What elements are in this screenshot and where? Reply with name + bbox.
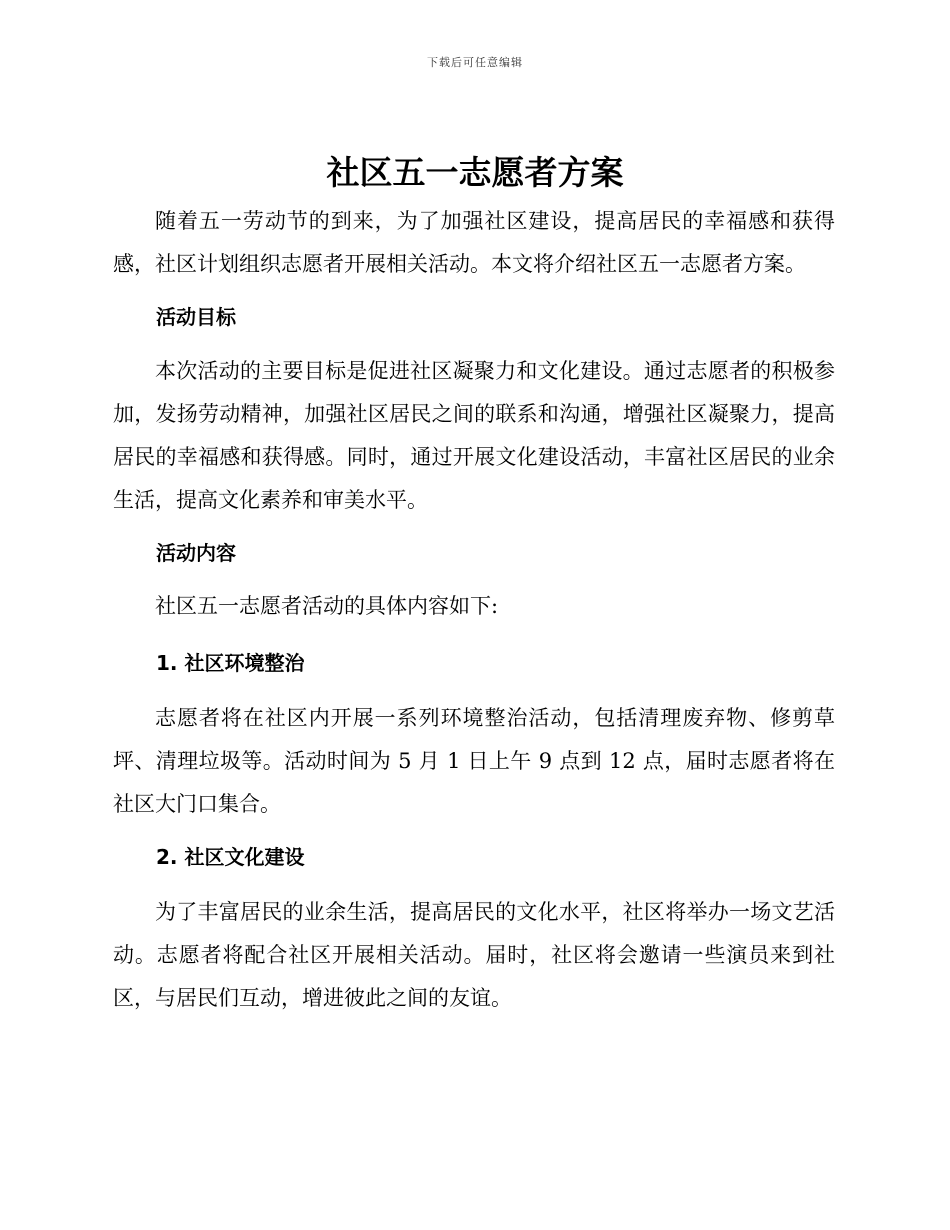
goal-paragraph: 本次活动的主要目标是促进社区凝聚力和文化建设。通过志愿者的积极参加，发扬劳动精神，加强社区居民之间的联系和沟通，增强社区凝聚力，提高居民的幸福感和获得感。同时，通过开展文化建设活动，丰富社区居民的业余生活，提高文化素养和审美水平。: [113, 359, 835, 512]
section-heading-goal: 活动目标: [156, 305, 236, 329]
header-note: 下载后可任意编辑: [427, 56, 523, 69]
section-heading-content: 活动内容: [156, 541, 236, 565]
culture-paragraph: 为了丰富居民的业余生活，提高居民的文化水平，社区将举办一场文艺活动。志愿者将配合社区开展相关活动。届时，社区将会邀请一些演员来到社区，与居民们互动，增进彼此之间的友谊。: [113, 900, 835, 1010]
subsection-heading-environment: 1. 社区环境整治: [156, 651, 305, 675]
intro-paragraph: 随着五一劳动节的到来，为了加强社区建设，提高居民的幸福感和获得感，社区计划组织志愿者开展相关活动。本文将介绍社区五一志愿者方案。: [113, 209, 835, 276]
environment-paragraph: 志愿者将在社区内开展一系列环境整治活动，包括清理废弃物、修剪草坪、清理垃圾等。活动时间为 5 月 1 日上午 9 点到 12 点，届时志愿者将在社区大门口集合。: [113, 706, 835, 816]
subsection-heading-culture: 2. 社区文化建设: [156, 845, 305, 869]
page-title: 社区五一志愿者方案: [326, 153, 624, 192]
content-intro-paragraph: 社区五一志愿者活动的具体内容如下:: [155, 594, 499, 618]
